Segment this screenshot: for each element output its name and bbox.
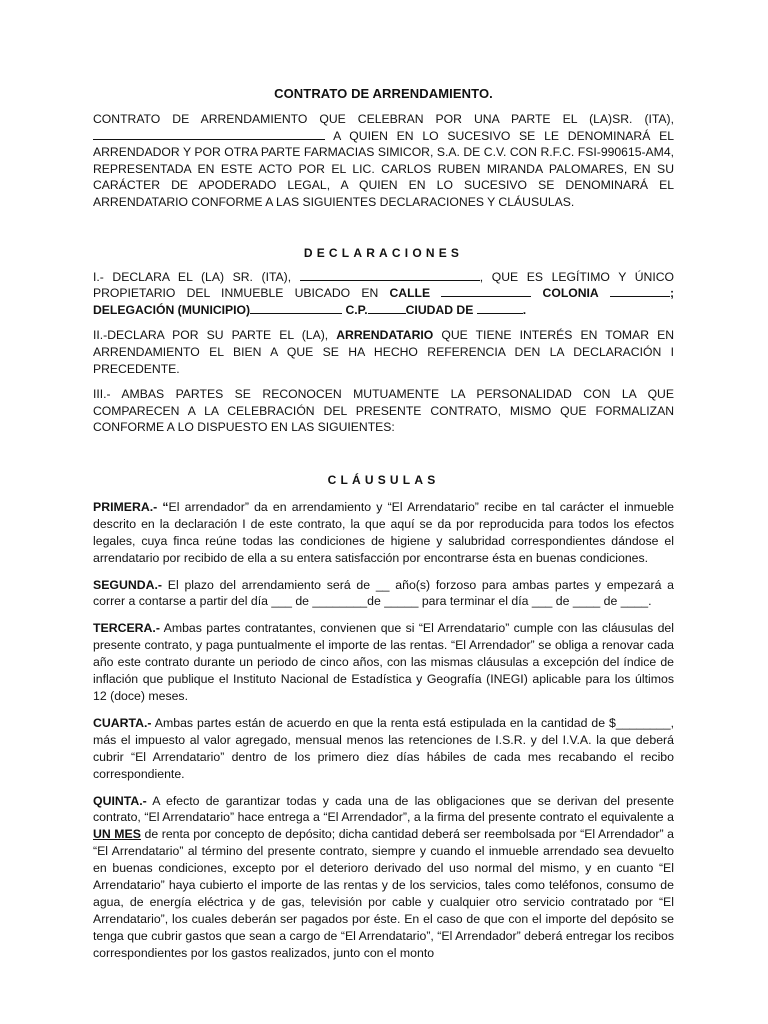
declaracion-i [93, 269, 674, 319]
quinta-label: QUINTA.- [93, 793, 147, 808]
intro-text-a: CONTRATO DE ARRENDAMIENTO QUE CELEBRAN POR UNA PARTE EL (LA)SR. (ITA), [93, 112, 674, 126]
document-title: CONTRATO DE ARRENDAMIENTO. [274, 86, 493, 101]
owner-name-blank [300, 269, 480, 281]
arrendatario-bold: ARRENDATARIO [336, 328, 434, 343]
decl-ii-text-a: II.-DECLARA POR SU PARTE EL (LA), [93, 328, 329, 343]
tercera-label: TERCERA.- [93, 621, 160, 636]
quinta-text-a: A efecto de garantizar todas y cada una de las obligaciones que se derivan del presente contrato, “El Arrendatario” hace entrega a “El Arrendador”, a la firma del presente contrato el equivalente a [93, 793, 674, 825]
decl-i-text-b: , QUE ES LEGÍTIMO Y ÚNICO PROPIETARIO DEL INMUEBLE UBICADO EN [93, 269, 674, 301]
delegacion-blank [250, 302, 342, 314]
clausula-quinta [93, 793, 674, 962]
clausula-primera [93, 499, 674, 567]
intro-paragraph [93, 111, 674, 211]
period: . [522, 302, 527, 317]
semicolon: ; [669, 286, 675, 301]
intro-text-b: A QUIEN EN LO SUCESIVO SE LE DENOMINARÁ EL ARRENDADOR Y POR OTRA PARTE FARMACIAS SIMICOR, S.A. DE C.V. CON R.F.C. FSI-990615-AM4, REPRESENTADA EN ESTE ACTO POR EL LIC. CARLOS RUBEN MIRANDA PALOMARES, EN SU CARÁCTER DE APODERADO LEGAL, A QUIEN EN LO SUCESIVO SE DENOMINARÁ EL ARRENDATARIO CONFORME A LAS SIGUIENTES DECLARACIONES Y CLÁUSULAS. [93, 128, 674, 209]
colonia-label: COLONIA [542, 286, 599, 301]
cuarta-text: Ambas partes están de acuerdo en que la renta está estipulada en la cantidad de $________, más el impuesto al valor agregado, mensual menos las retenciones de I.S.R. y del I.V.A. la que deberá cubrir “El Arrendatario” dentro de los primero diez días hábiles de cada mes recabando el recibo correspondiente. [93, 715, 674, 781]
segunda-label: SEGUNDA.- [93, 577, 163, 592]
primera-text: El arrendador” da en arrendamiento y “El Arrendatario” recibe en tal carácter el inmueble descrito en la declaración I de este contrato, la que aquí se da por reproducida para todos los efectos legales, cuya finca reúne todas las condiciones de higiene y salubridad correspondientes dándose el arrendatario por recibido de ella a su entera satisfacción por encontrarse ésta en buenas condiciones. [93, 499, 674, 565]
quinta-text-b: de renta por concepto de depósito; dicha cantidad deberá ser reembolsada por “El Arrendador” a “El Arrendatario” al término del presente contrato, siempre y cuando el inmueble arrendado sea devuelto en buenas condiciones, excepto por el deterioro derivado del uso normal del mismo, y en cuanto “El Arrendatario” haya cubierto el importe de las rentas y de los servicios, tales como teléfonos, consumo de agua, de energía eléctrica y de gas, televisión por cable y cualquier otro servicio contratado por “El Arrendatario”, los cuales deberán ser pagados por éste. En el caso de que con el importe del depósito se tenga que cubrir gastos que sean a cargo de “El Arrendatario”, “El Arrendador” deberá entregar los recibos correspondientes por los gastos realizados, junto con el monto [93, 827, 674, 960]
segunda-text: El plazo del arrendamiento será de __ año(s) forzoso para ambas partes y empezará a correr a contarse a partir del día ___ de ________de _____ para terminar el día ___ de ____ de ____. [93, 577, 674, 609]
delegacion-label: DELEGACIÓN (MUNICIPIO) [93, 302, 251, 317]
clausula-tercera [93, 620, 674, 705]
decl-i-text-a: I.- DECLARA EL (LA) SR. (ITA), [93, 269, 292, 284]
clausulas-heading: CLÁUSULAS [327, 472, 440, 487]
calle-blank [441, 285, 531, 297]
cuarta-label: CUARTA.- [93, 715, 152, 730]
tercera-text: Ambas partes contratantes, convienen que si “El Arrendatario” cumple con las cláusulas del presente contrato, y paga puntualmente el importe de las rentas. “El Arrendador” se obliga a renovar cada año este contrato durante un periodo de cinco años, con las mismas cláusulas a excepción del índice de inflación que publique el Instituto Nacional de Estadística y Geografía (INEGI) aplicable para los últimos 12 (doce) meses. [93, 621, 674, 703]
ciudad-blank [477, 302, 523, 314]
cp-blank [368, 302, 406, 314]
calle-label: CALLE [389, 286, 431, 301]
ciudad-label: CIUDAD DE [405, 302, 474, 317]
primera-label: PRIMERA.- “ [93, 499, 169, 514]
clausula-segunda [93, 577, 674, 611]
decl-ii-text-b: QUE TIENE INTERÉS EN TOMAR EN ARRENDAMIENTO EL BIEN A QUE SE HA HECHO REFERENCIA DEN LA DECLARACIÓN I PRECEDENTE. [93, 328, 675, 376]
un-mes-bold: UN MES [93, 827, 141, 842]
landlord-name-blank [93, 128, 325, 140]
colonia-blank [610, 285, 670, 297]
contract-page [93, 86, 674, 962]
declaraciones-heading: DECLARACIONES [303, 245, 464, 260]
declaracion-iii: III.- AMBAS PARTES SE RECONOCEN MUTUAMENTE LA PERSONALIDAD CON LA QUE COMPARECEN A LA CELEBRACIÓN DEL PRESENTE CONTRATO, MISMO QUE FORMALIZAN CONFORME A LO DISPUESTO EN LAS SIGUIENTES: [93, 387, 674, 435]
cp-label: C.P. [345, 302, 368, 317]
clausula-cuarta [93, 715, 674, 783]
declaracion-ii [93, 327, 674, 377]
